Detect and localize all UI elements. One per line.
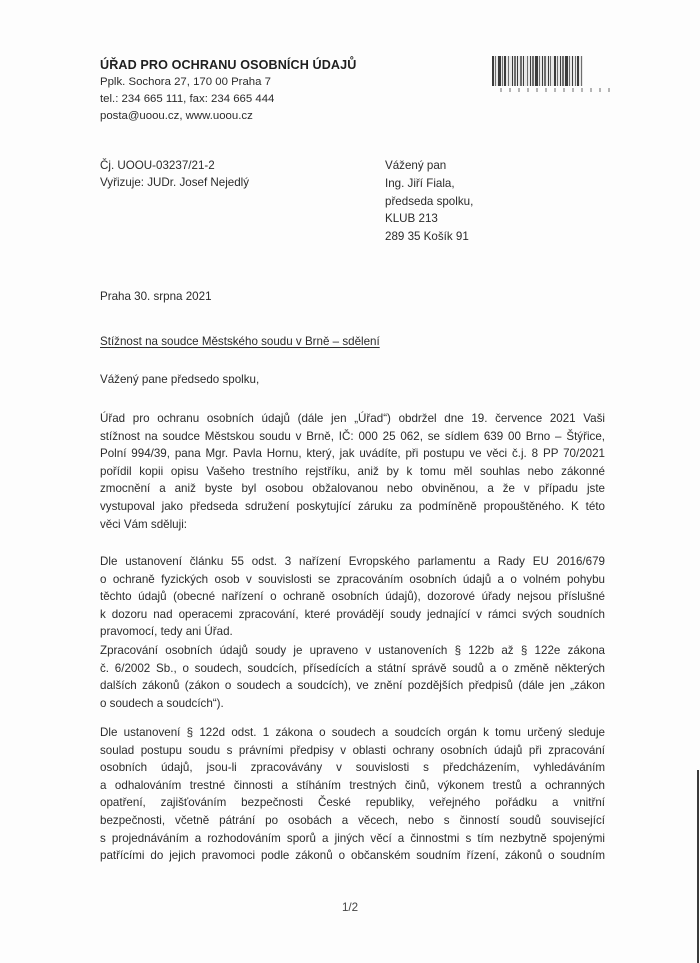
- text-line: opatření, zajišťováním bezpečnosti České republiky, veřejného pořádku a vnitřní: [100, 796, 605, 810]
- text-line: s projednáváním a rozhodováním sporů a jiných věcí a činnostmi s tím nezbytně spojenými: [100, 831, 605, 845]
- text-line: patřícími do jejich pravomoci podle zákonů o občanském soudním řízení, zákonů o soudním: [100, 849, 605, 863]
- text-line: Polní 994/39, pana Mgr. Pavla Hornu, který, jak uvádíte, při postupu ve věci č.j. 8 PP 70/2021: [100, 447, 605, 461]
- recipient-line: Ing. Jiří Fiala,: [385, 176, 455, 190]
- text-line: Úřad pro ochranu osobních údajů (dále jen „Úřad“) obdržel dne 19. července 2021 Vaši: [100, 412, 605, 425]
- sender-block: [100, 56, 356, 125]
- paragraph-3: [100, 642, 605, 712]
- recipient-line: 289 35 Košík 91: [385, 230, 469, 244]
- text-line: Dle ustanovení § 122d odst. 1 zákona o soudech a soudcích orgán k tomu určený sleduje: [100, 726, 605, 739]
- recipient-line: Vážený pan: [385, 159, 447, 172]
- text-line: osobních údajů, jsou-li zpracovávány v souvislosti s předcházením, vyhledáváním: [100, 761, 605, 775]
- barcode-number: [500, 88, 612, 92]
- text-line: věci Vám sděluji:: [100, 517, 187, 531]
- paragraph-4: [100, 724, 605, 865]
- sender-phone-fax: tel.: 234 665 111, fax: 234 665 444: [100, 93, 275, 105]
- paragraph-2: [100, 553, 605, 641]
- text-line: soulad postupu soudu s právními předpisy v oblasti ochrany osobních údajů při zpracování: [100, 743, 605, 757]
- recipient-line: KLUB 213: [385, 212, 438, 226]
- reference-block: [100, 157, 249, 191]
- sender-address: Pplk. Sochora 27, 170 00 Praha 7: [100, 76, 271, 88]
- text-line: o soudech a soudcích“).: [100, 696, 224, 710]
- text-line: o ochraně fyzických osob v souvislosti se zpracováním osobních údajů a o volném pohybu: [100, 572, 605, 586]
- text-line: pořídil kopii opisu Vašeho trestního rejstříku, aniž by k tomu měl souhlas nebo zákonné: [100, 464, 605, 478]
- text-line: k dozoru nad operacemi zpracování, které provádějí soudy jednající v rámci svých soudních: [100, 607, 605, 621]
- text-line: dalších zákonů (zákon o soudech a soudcích), ve znění pozdějších předpisů (dále jen „zákon: [100, 679, 605, 693]
- case-number: Čj. UOOU-03237/21-2: [100, 159, 215, 172]
- barcode-icon: [492, 56, 617, 86]
- text-line: pravomocí, tedy ani Úřad.: [100, 625, 233, 639]
- page-edge-shadow: [697, 770, 699, 963]
- text-line: vystupoval jako předseda sdružení poskytující záruku za podmíněně propouštěného. K této: [100, 499, 605, 513]
- barcode-stripe: [582, 56, 583, 86]
- text-line: č. 6/2002 Sb., o soudech, soudcích, přísedících a státní správě soudů a o změně některých: [100, 661, 605, 675]
- salutation: Vážený pane předsedo spolku,: [100, 373, 260, 386]
- text-line: zmocnění a aniž byste byl osobou obžalovanou nebo obviněnou, a že v případu jste: [100, 482, 605, 496]
- handled-by: Vyřizuje: JUDr. Josef Nejedlý: [100, 176, 250, 189]
- recipient-address: [385, 157, 473, 246]
- text-line: Zpracování osobních údajů soudy je upraveno v ustanoveních § 122b až § 122e zákona: [100, 644, 605, 657]
- letter-subject: Stížnost na soudce Městského soudu v Brně – sdělení: [100, 335, 380, 348]
- text-line: těchto údajů (obecné nařízení o ochraně osobních údajů), dozorové úřady nejsou příslušné: [100, 590, 605, 604]
- sender-organization: ÚŘAD PRO OCHRANU OSOBNÍCH ÚDAJŮ: [100, 58, 357, 72]
- text-line: stížnost na soudce Městskou soudu v Brně, IČ: 000 25 062, se sídlem 639 00 Brno – Štýřice,: [100, 429, 605, 443]
- text-line: bezpečnosti, včetně pátrání po osobách a věcech, nebo s činností soudů související: [100, 813, 605, 827]
- paragraph-1: [100, 410, 605, 533]
- text-line: a odhalováním trestné činnosti a stíháním trestných činů, výkonem trestů a ochranných: [100, 778, 605, 792]
- text-line: Dle ustanovení článku 55 odst. 3 nařízení Evropského parlamentu a Rady EU 2016/679: [100, 555, 605, 568]
- sender-contacts: posta@uoou.cz, www.uoou.cz: [100, 110, 253, 122]
- recipient-line: předseda spolku,: [385, 194, 474, 208]
- letter-date: Praha 30. srpna 2021: [100, 290, 212, 303]
- page-number: 1/2: [341, 901, 359, 914]
